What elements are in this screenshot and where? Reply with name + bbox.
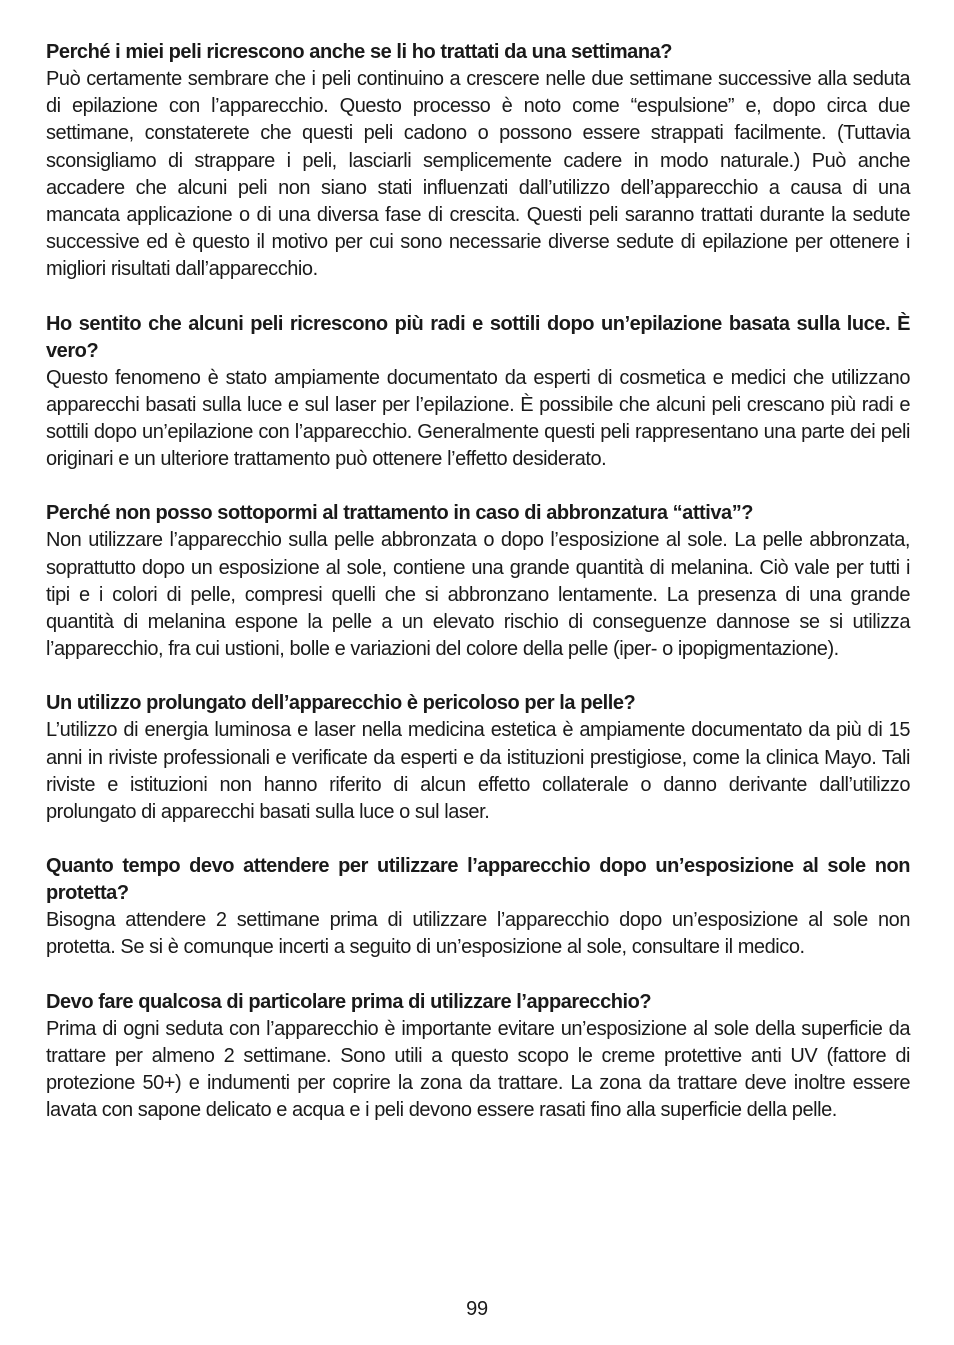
faq-question: Quanto tempo devo attendere per utilizzare l’apparecchio dopo un’esposizione al sole non protetta? [46,855,910,905]
faq-question: Ho sentito che alcuni peli ricrescono più radi e sottili dopo un’epilazione basata sulla luce. È vero? [46,312,910,362]
faq-answer: Questo fenomeno è stato ampiamente documentato da esperti di cosmetica e medici che utilizzano apparecchi basati sulla luce e sul laser per l’epilazione. È possibile che alcuni peli crescano più radi e sottili dopo un’epilazione con l’apparecchio. Generalmente questi peli rappresentano una parte dei peli originari e un ulteriore trattamento può ottenere l’effetto desiderato. [46,366,910,471]
faq-section-sun-exposure-wait [46,853,910,961]
faq-answer: L’utilizzo di energia luminosa e laser nella medicina estetica è ampiamente documentato da più di 15 anni in riviste professionali e verificate da esperti e da istituzioni prestigiose, come la clinica Mayo. Tali riviste e istituzioni non hanno riferito di alcun effetto collaterale o danno derivante dall’utilizzo prolungato di apparecchi basati sulla luce o sul laser. [46,719,910,824]
faq-question: Un utilizzo prolungato dell’apparecchio è pericoloso per la pelle? [46,692,636,715]
faq-answer: Non utilizzare l’apparecchio sulla pelle abbronzata o dopo l’esposizione al sole. La pelle abbronzata, soprattutto dopo un esposizione al sole, contiene una grande quantità di melanina. Ciò vale per tutti i tipi e i colori di pelle, compresi quelli che si abbronzano lentamente. La presenza di una grande quantità di melanina espone la pelle a un elevato rischio di conseguenze dannose se si utilizza l’apparecchio, fra cui ustioni, bolle e variazioni del colore della pelle (iper- o ipopigmentazione). [46,529,910,661]
faq-answer: Può certamente sembrare che i peli continuino a crescere nelle due settimane successive alla seduta di epilazione con l’apparecchio. Questo processo è noto come “espulsione” e, dopo circa due settimane, constaterete che questi peli cadono o possono essere strappati facilmente. (Tuttavia sconsigliamo di strappare i peli, lasciarli semplicemente cadere in modo naturale.) Può anche accadere che alcuni peli non siano stati influenzati dall’utilizzo dell’apparecchio a causa di una mancata applicazione o di una diversa fase di crescita. Questi peli saranno trattati durante la sedute successive ed è questo il motivo per cui sono necessarie diverse sedute di epilazione per ottenere i migliori risultati dall’apparecchio. [46,68,910,281]
faq-answer: Prima di ogni seduta con l’apparecchio è importante evitare un’esposizione al sole della superficie da trattare per almeno 2 settimane. Sono utili a questo scopo le creme protettive anti UV (fattore di protezione 50+) e indumenti per coprire la zona da trattare. La zona da trattare deve inoltre essere lavata con sapone delicato e acqua e i peli devono essere rasati fino alla superficie della pelle. [46,1017,910,1122]
faq-question: Devo fare qualcosa di particolare prima di utilizzare l’apparecchio? [46,990,652,1013]
faq-question: Perché i miei peli ricrescono anche se li ho trattati da una settimana? [46,41,673,63]
page-number: 99 [466,1298,488,1320]
faq-section-regrowth [46,39,910,284]
faq-answer: Bisogna attendere 2 settimane prima di utilizzare l’apparecchio dopo un’esposizione al sole non protetta. Se si è comunque incerti a seguito di un’esposizione al sole, consultare il medico. [46,909,910,959]
faq-question: Perché non posso sottopormi al trattamento in caso di abbronzatura “attiva”? [46,502,754,525]
faq-section-preparation [46,989,910,1125]
faq-section-prolonged-use [46,690,910,826]
faq-section-thinner-hair [46,311,910,474]
faq-page [46,39,910,1151]
faq-section-active-tan [46,500,910,663]
